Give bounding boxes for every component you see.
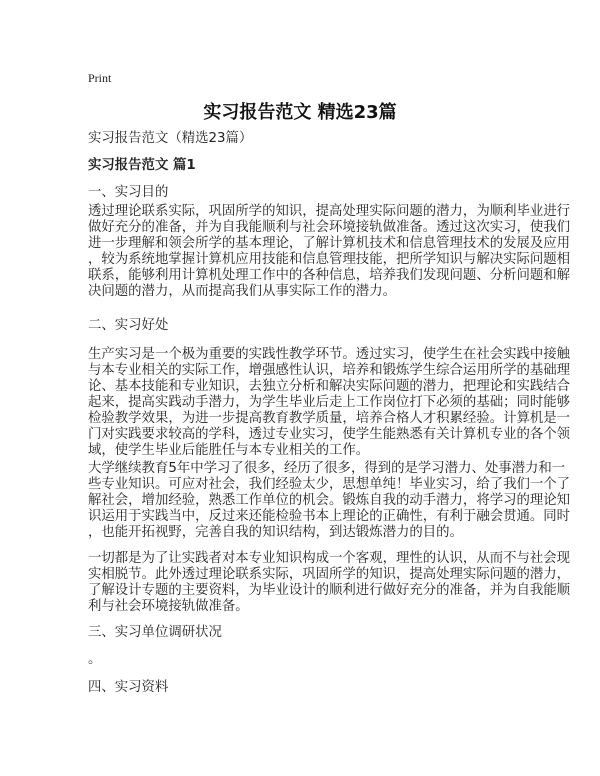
paragraph <box>88 347 571 459</box>
paragraph-line: 检验教学效果，为进一步提高教育教学质量，培养合格人才积累经验。计算机是一 <box>88 411 571 426</box>
paragraph-line: 解社会，增加经验，熟悉工作单位的机会。锻炼自我的动手潜力，将学习的理论知 <box>88 493 571 508</box>
paragraph-line: 论、基本技能和专业知识，去独立分析和解决实际问题的潜力，把理论和实践结合 <box>88 379 571 394</box>
section-heading-research: 三、实习单位调研状况 <box>88 625 222 640</box>
paragraph-line: 识运用于实践当中，反过来还能检验书本上理论的正确性，有利于融会贯通。同时 <box>88 509 571 524</box>
paragraph-line: 门对实践要求较高的学科，透过专业实习，使学生能熟悉有关计算机专业的各个领 <box>88 427 571 442</box>
paragraph-line: 域，使学生毕业后能胜任与本专业相关的工作。 <box>88 443 370 458</box>
paragraph-line: 起来，提高实践动手潜力，为学生毕业后走上工作岗位打下必须的基础；同时能够 <box>88 395 571 410</box>
paragraph-line: 利与社会环境接轨做准备。 <box>88 599 249 614</box>
section-heading-benefits: 二、实习好处 <box>88 318 169 333</box>
paragraph-line: 决问题的潜力，从而提高我们从事实际工作的潜力。 <box>88 284 396 299</box>
paragraph-line: ，较为系统地掌握计算机应用技能和信息管理技能，把所学知识与解决实际问题相 <box>88 252 571 267</box>
subtitle: 实习报告范文（精选23篇） <box>88 131 253 146</box>
paragraph-line: 联系，能够利用计算机处理工作中的各种信息，培养我们发现问题、分析问题和解 <box>88 268 571 283</box>
paragraph-line: 透过理论联系实际，巩固所学的知识，提高处理实际问题的潜力，为顺利毕业进行 <box>88 204 571 219</box>
section-heading-materials: 四、实习资料 <box>88 680 169 695</box>
paragraph-line: 了解设计专题的主要资料，为毕业设计的顺利进行做好充分的准备，并为自我能顺 <box>88 583 571 598</box>
paragraph-line: 一切都是为了让实践者对本专业知识构成一个客观，理性的认识，从而不与社会现 <box>88 551 571 566</box>
paragraph-line: 生产实习是一个极为重要的实践性教学环节。透过实习，使学生在社会实践中接触 <box>88 347 571 362</box>
paragraph-line: 大学继续教育5年中学习了很多，经历了很多，得到的是学习潜力、处事潜力和一 <box>88 461 566 476</box>
paragraph-line: 与本专业相关的实际工作，增强感性认识，培养和锻炼学生综合运用所学的基础理 <box>88 363 571 378</box>
section-heading-purpose: 一、实习目的 <box>88 185 169 200</box>
page-title: 实习报告范文 精选23篇 <box>203 102 397 123</box>
paragraph-line: 实相脱节。此外透过理论联系实际，巩固所学的知识，提高处理实际问题的潜力， <box>88 567 571 582</box>
paragraph-line: 进一步理解和领会所学的基本理论，了解计算机技术和信息管理技术的发展及应用 <box>88 236 571 251</box>
paragraph <box>88 461 571 541</box>
paragraph <box>88 204 571 300</box>
section-body: 。 <box>88 652 102 667</box>
paragraph <box>88 551 571 615</box>
paragraph-line: 些专业知识。可应对社会，我们经验太少，思想单纯！毕业实习，给了我们一个了 <box>88 477 571 492</box>
print-link[interactable]: Print <box>88 71 112 85</box>
article-heading: 实习报告范文 篇1 <box>88 158 196 173</box>
paragraph-line: 做好充分的准备，并为自我能顺利与社会环境接轨做准备。透过这次实习，使我们 <box>88 220 571 235</box>
paragraph-line: ，也能开拓视野，完善自我的知识结构，到达锻炼潜力的目的。 <box>88 525 463 540</box>
